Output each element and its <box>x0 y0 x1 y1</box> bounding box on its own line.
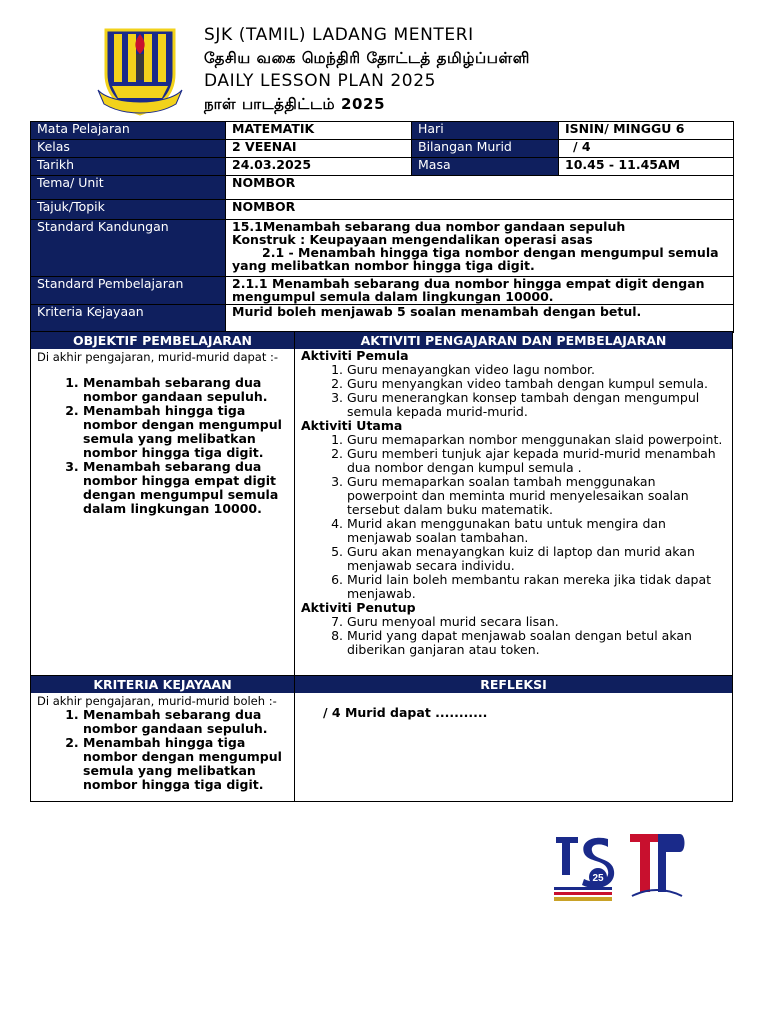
theme-label: Tema/ Unit <box>31 176 226 200</box>
students-value: / 4 <box>559 140 734 158</box>
topic-label: Tajuk/Topik <box>31 200 226 220</box>
reflection-section <box>294 675 733 802</box>
transformasi-pendidikan-logo-graphic <box>628 830 686 900</box>
content-standard-line-1: 15.1Menambah sebarang dua nombor gandaan sepuluh <box>232 219 626 234</box>
lesson-info-table <box>30 121 734 333</box>
objective-item: 3. Menambah sebarang dua nombor hingga empat digit dengan mengumpul semula dalam lingkungan 10000. <box>83 460 282 516</box>
activities-heading: AKTIVITI PENGAJARAN DAN PEMBELAJARAN <box>295 332 732 349</box>
content-standard-label: Standard Kandungan <box>31 220 226 277</box>
activity-item: 1. Guru menayangkan video lagu nombor. <box>347 363 726 377</box>
learning-standard-value: 2.1.1 Menambah sebarang dua nombor hingga empat digit dengan mengumpul semula dalam lingkungan 10000. <box>226 277 734 305</box>
school-name-tamil: தேசிய வகை மெந்திரி தோட்டத் தமிழ்ப்பள்ளி <box>204 49 530 67</box>
activity-item: 7. Guru menyoal murid secara lisan. <box>347 615 726 629</box>
page-header <box>92 20 732 120</box>
plan-title-tamil: நாள் பாடத்திட்டம் 2025 <box>204 95 386 113</box>
success-criteria-item: 1. Menambah sebarang dua nombor gandaan sepuluh. <box>83 708 282 736</box>
success-criteria-section <box>30 675 295 802</box>
end-activity-list <box>347 615 726 657</box>
objectives-list <box>83 376 282 516</box>
objective-item: 2. Menambah hingga tiga nombor dengan mengumpul semula yang melibatkan nombor hingga tiga digit. <box>83 404 282 460</box>
activity-item: 3. Guru menerangkan konsep tambah dengan mengumpul semula kepada murid-murid. <box>347 391 726 419</box>
activity-item: 6. Murid lain boleh membantu rakan mereka jika tidak dapat menjawab. <box>347 573 726 601</box>
success-criteria-intro: Di akhir pengajaran, murid-murid boleh :- <box>37 694 277 708</box>
reflection-heading: REFLEKSI <box>295 676 732 693</box>
date-value: 24.03.2025 <box>226 158 412 176</box>
main-activity-list <box>347 433 726 601</box>
topic-value: NOMBOR <box>226 200 734 220</box>
activity-item: 4. Murid akan menggunakan batu untuk mengira dan menjawab soalan tambahan. <box>347 517 726 545</box>
ts25-logo-graphic <box>550 831 616 905</box>
end-activity-title: Aktiviti Penutup <box>301 600 416 615</box>
activities-section <box>294 331 733 676</box>
reflection-text: / 4 Murid dapat ........... <box>323 705 488 720</box>
time-value: 10.45 - 11.45AM <box>559 158 734 176</box>
content-standard-line-2: Konstruk : Keupayaan mengendalikan operasi asas <box>232 232 593 247</box>
activity-item: 3. Guru memaparkan soalan tambah menggunakan powerpoint dan meminta murid menyelesaikan soalan tersebut dalam buku matematik. <box>347 475 726 517</box>
activity-item: 2. Guru menyangkan video tambah dengan kumpul semula. <box>347 377 726 391</box>
ts25-logo-number: 25 <box>592 873 604 884</box>
students-label: Bilangan Murid <box>412 140 559 158</box>
day-value: ISNIN/ MINGGU 6 <box>559 122 734 140</box>
class-label: Kelas <box>31 140 226 158</box>
success-criteria-list <box>83 708 282 792</box>
school-crest-icon <box>92 20 188 116</box>
time-label: Masa <box>412 158 559 176</box>
activity-item: 5. Guru akan menayangkan kuiz di laptop dan murid akan menjawab secara individu. <box>347 545 726 573</box>
date-label: Tarikh <box>31 158 226 176</box>
objectives-heading: OBJEKTIF PEMBELAJARAN <box>31 332 294 349</box>
subject-value: MATEMATIK <box>226 122 412 140</box>
plan-title: DAILY LESSON PLAN 2025 <box>204 71 437 91</box>
main-activity-title: Aktiviti Utama <box>301 418 403 433</box>
activity-item: 2. Guru memberi tunjuk ajar kepada murid-murid menambah dua nombor dengan kumpul semula . <box>347 447 726 475</box>
objective-item: 1. Menambah sebarang dua nombor gandaan sepuluh. <box>83 376 282 404</box>
subject-label: Mata Pelajaran <box>31 122 226 140</box>
start-activity-title: Aktiviti Pemula <box>301 348 409 363</box>
activity-item: 8. Murid yang dapat menjawab soalan dengan betul akan diberikan ganjaran atau token. <box>347 629 726 657</box>
criteria-label: Kriteria Kejayaan <box>31 305 226 333</box>
criteria-value: Murid boleh menjawab 5 soalan menambah dengan betul. <box>226 305 734 333</box>
start-activity-list <box>347 363 726 419</box>
objectives-section <box>30 331 295 676</box>
content-standard-line-3: 2.1 - Menambah hingga tiga nombor dengan mengumpul semula yang melibatkan nombor hingga tiga digit. <box>232 245 719 273</box>
theme-value: NOMBOR <box>226 176 734 200</box>
school-name: SJK (TAMIL) LADANG MENTERI <box>204 25 474 45</box>
class-value: 2 VEENAI <box>226 140 412 158</box>
learning-standard-label: Standard Pembelajaran <box>31 277 226 305</box>
day-label: Hari <box>412 122 559 140</box>
content-standard-value <box>226 220 734 277</box>
ts25-logo-icon <box>550 831 616 905</box>
objectives-intro: Di akhir pengajaran, murid-murid dapat :- <box>37 350 279 364</box>
success-criteria-heading: KRITERIA KEJAYAAN <box>31 676 294 693</box>
activity-item: 1. Guru memaparkan nombor menggunakan slaid powerpoint. <box>347 433 726 447</box>
success-criteria-item: 2. Menambah hingga tiga nombor dengan mengumpul semula yang melibatkan nombor hingga tiga digit. <box>83 736 282 792</box>
transformasi-pendidikan-logo-icon <box>628 830 686 900</box>
